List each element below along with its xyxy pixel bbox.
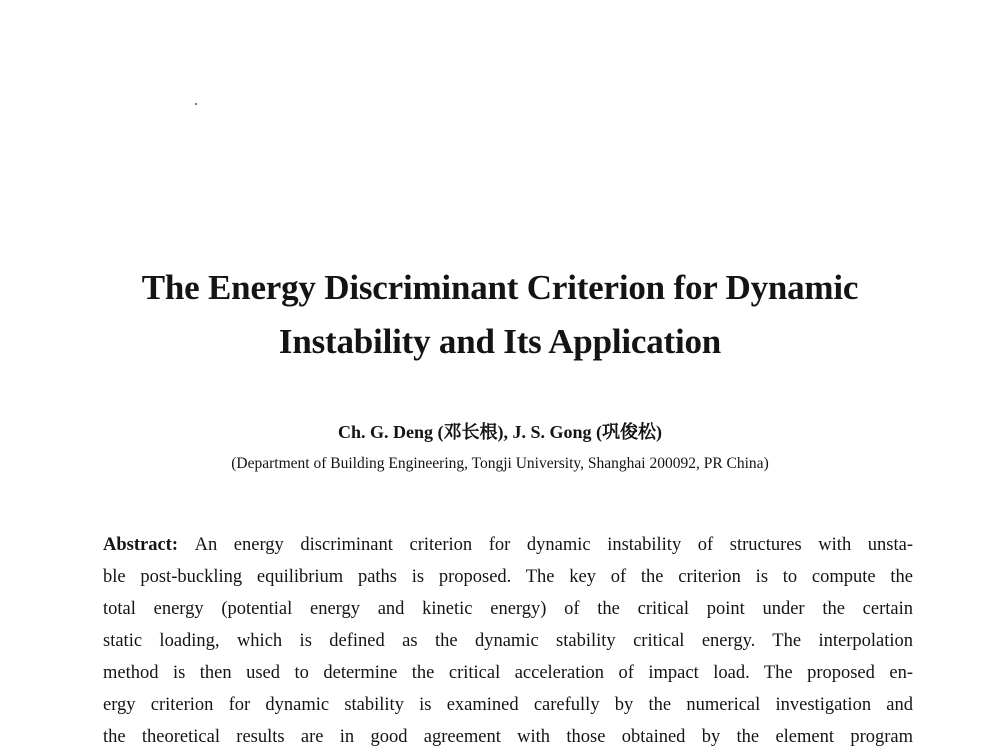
abstract-line: total energy (potential energy and kinetic energy) of the critical point under the certain bbox=[103, 599, 913, 619]
abstract-label: Abstract: bbox=[103, 535, 195, 555]
abstract-line: method is then used to determine the critical acceleration of impact load. The proposed en- bbox=[103, 663, 913, 683]
abstract-line-text: An energy discriminant criterion for dynamic instability of structures with unsta- bbox=[194, 535, 913, 555]
abstract-line bbox=[103, 529, 913, 561]
abstract-line: the theoretical results are in good agreement with those obtained by the element program bbox=[103, 727, 913, 747]
abstract-line: ergy criterion for dynamic stability is examined carefully by the numerical investigation and bbox=[103, 695, 913, 715]
scan-speck bbox=[195, 103, 197, 105]
paper-title-line-2: Instability and Its Application bbox=[278, 322, 722, 361]
paper-title-line-1: The Energy Discriminant Criterion for Dynamic bbox=[141, 268, 859, 307]
affiliation: (Department of Building Engineering, Tongji University, Shanghai 200092, PR China) bbox=[231, 455, 769, 472]
abstract bbox=[103, 529, 913, 753]
author-list: Ch. G. Deng (邓长根), J. S. Gong (巩俊松) bbox=[337, 422, 662, 442]
abstract-line: ble post-buckling equilibrium paths is proposed. The key of the criterion is to compute the bbox=[103, 567, 913, 587]
abstract-line: static loading, which is defined as the dynamic stability critical energy. The interpolation bbox=[103, 631, 913, 651]
